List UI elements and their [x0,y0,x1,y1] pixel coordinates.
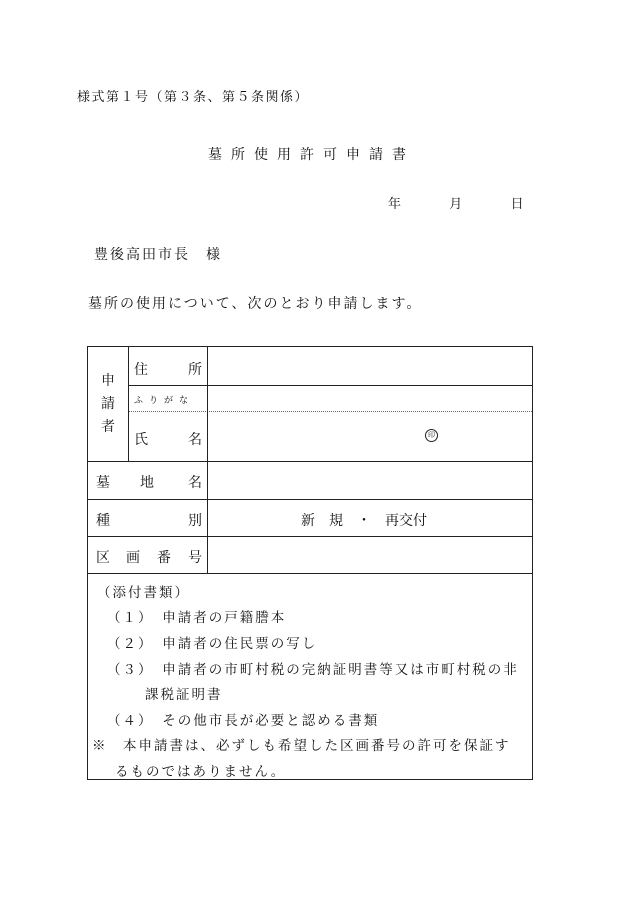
cemetery-field[interactable] [208,462,533,499]
divider [88,573,532,574]
name-field[interactable] [208,412,533,461]
intro-text: 墓所の使用について、次のとおり申請します。 [88,296,423,312]
address-label: 住 [134,362,148,378]
cemetery-label: 墓 [96,475,110,491]
day-label: 日 [510,197,524,212]
month-label: 月 [449,197,463,212]
furigana-field[interactable] [208,386,533,411]
year-label: 年 [388,197,402,212]
addressee: 豊後高田市長 様 [94,247,222,263]
divider [88,499,532,500]
attachment-item-continuation: 課税証明書 [145,687,223,703]
plot-number-label: 号 [188,550,202,566]
name-label: 名 [188,432,202,448]
furigana-label: ふりがな [134,396,195,406]
applicant-label: 申 請 者 [101,372,115,435]
form-number: 様式第１号（第３条、第５条関係） [77,90,310,105]
plot-number-field[interactable] [208,537,533,573]
date-line [388,193,524,212]
cemetery-label: 地 [140,475,154,491]
name-label: 氏 [134,432,148,448]
attachment-item: （３） 申請者の市町村税の完納証明書等又は市町村税の非 [107,662,519,678]
type-options[interactable]: 新 規 ・ 再交付 [301,513,427,529]
type-label: 別 [188,513,202,529]
note-text: ※ 本申請書は、必ずしも希望した区画番号の許可を保証す [92,738,511,754]
document-title: 墓所使用許可申請書 [208,147,415,163]
application-form [87,346,533,780]
attachment-item: （２） 申請者の住民票の写し [107,636,318,652]
plot-number-label: 画 [126,550,140,566]
address-label: 所 [188,362,202,378]
attachment-item: （１） 申請者の戸籍謄本 [107,610,287,626]
seal-mark: 印 [425,429,438,442]
attachments-heading: （添付書類） [97,585,190,601]
type-label: 種 [96,513,110,529]
plot-number-label: 区 [96,550,110,566]
address-field[interactable] [208,347,533,385]
plot-number-label: 番 [157,550,171,566]
divider [128,347,129,461]
note-text: るものではありません。 [115,764,287,780]
attachment-item: （４） その他市長が必要と認める書類 [107,713,380,729]
cemetery-label: 名 [188,475,202,491]
